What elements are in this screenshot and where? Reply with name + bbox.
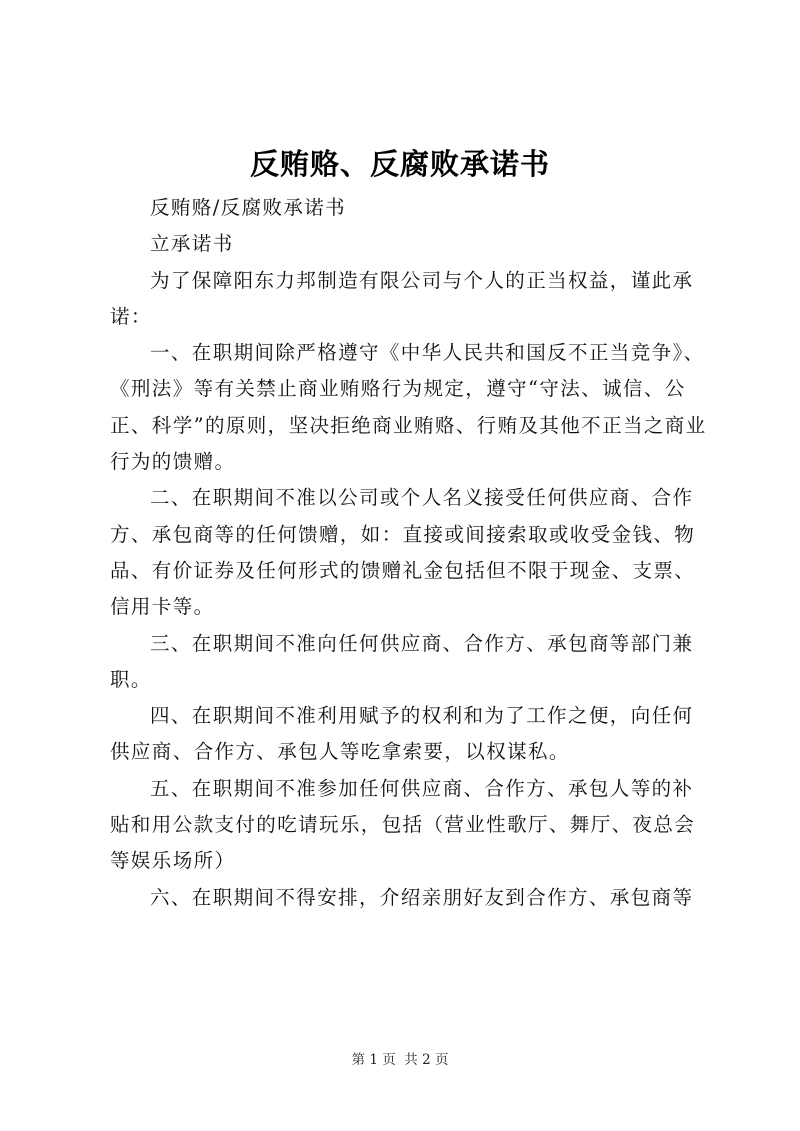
document-title: 反贿赂、反腐败承诺书: [249, 147, 550, 181]
clause-paragraph-4: 四、在职期间不准利用赋予的权利和为了工作之便，向任何供应商、合作方、承包人等吃拿索要，以权谋私。: [110, 704, 694, 764]
document-body: [110, 190, 710, 916]
clause-paragraph-3: 三、在职期间不准向任何供应商、合作方、承包商等部门兼职。: [110, 631, 694, 691]
clause-paragraph-1: 一、在职期间除严格遵守《中华人民共和国反不正当竞争》、《刑法》等有关禁止商业贿赂行为规定，遵守“守法、诚信、公正、科学”的原则，坚决拒绝商业贿赂、行贿及其他不正当之商业行为的馈赠。: [110, 341, 707, 474]
intro-paragraph: 为了保障阳东力邦制造有限公司与个人的正当权益，谨此承诺：: [110, 268, 694, 328]
clause-paragraph-6: 六、在职期间不得安排，介绍亲朋好友到合作方、承包商等: [150, 885, 694, 909]
clause-paragraph-2: 二、在职期间不准以公司或个人名义接受任何供应商、合作方、承包商等的任何馈赠，如：直接或间接索取或收受金钱、物品、有价证券及任何形式的馈赠礼金包括但不限于现金、支票、信用卡等。: [110, 486, 696, 619]
heading-paragraph: 立承诺书: [150, 232, 234, 256]
clause-paragraph-5: 五、在职期间不准参加任何供应商、合作方、承包人等的补贴和用公款支付的吃请玩乐，包括（营业性歌厅、舞厅、夜总会等娱乐场所）: [110, 776, 696, 873]
subtitle-paragraph: 反贿赂/反腐败承诺书: [150, 196, 347, 219]
page-footer: 第 1 页 共 2 页: [351, 1052, 449, 1068]
